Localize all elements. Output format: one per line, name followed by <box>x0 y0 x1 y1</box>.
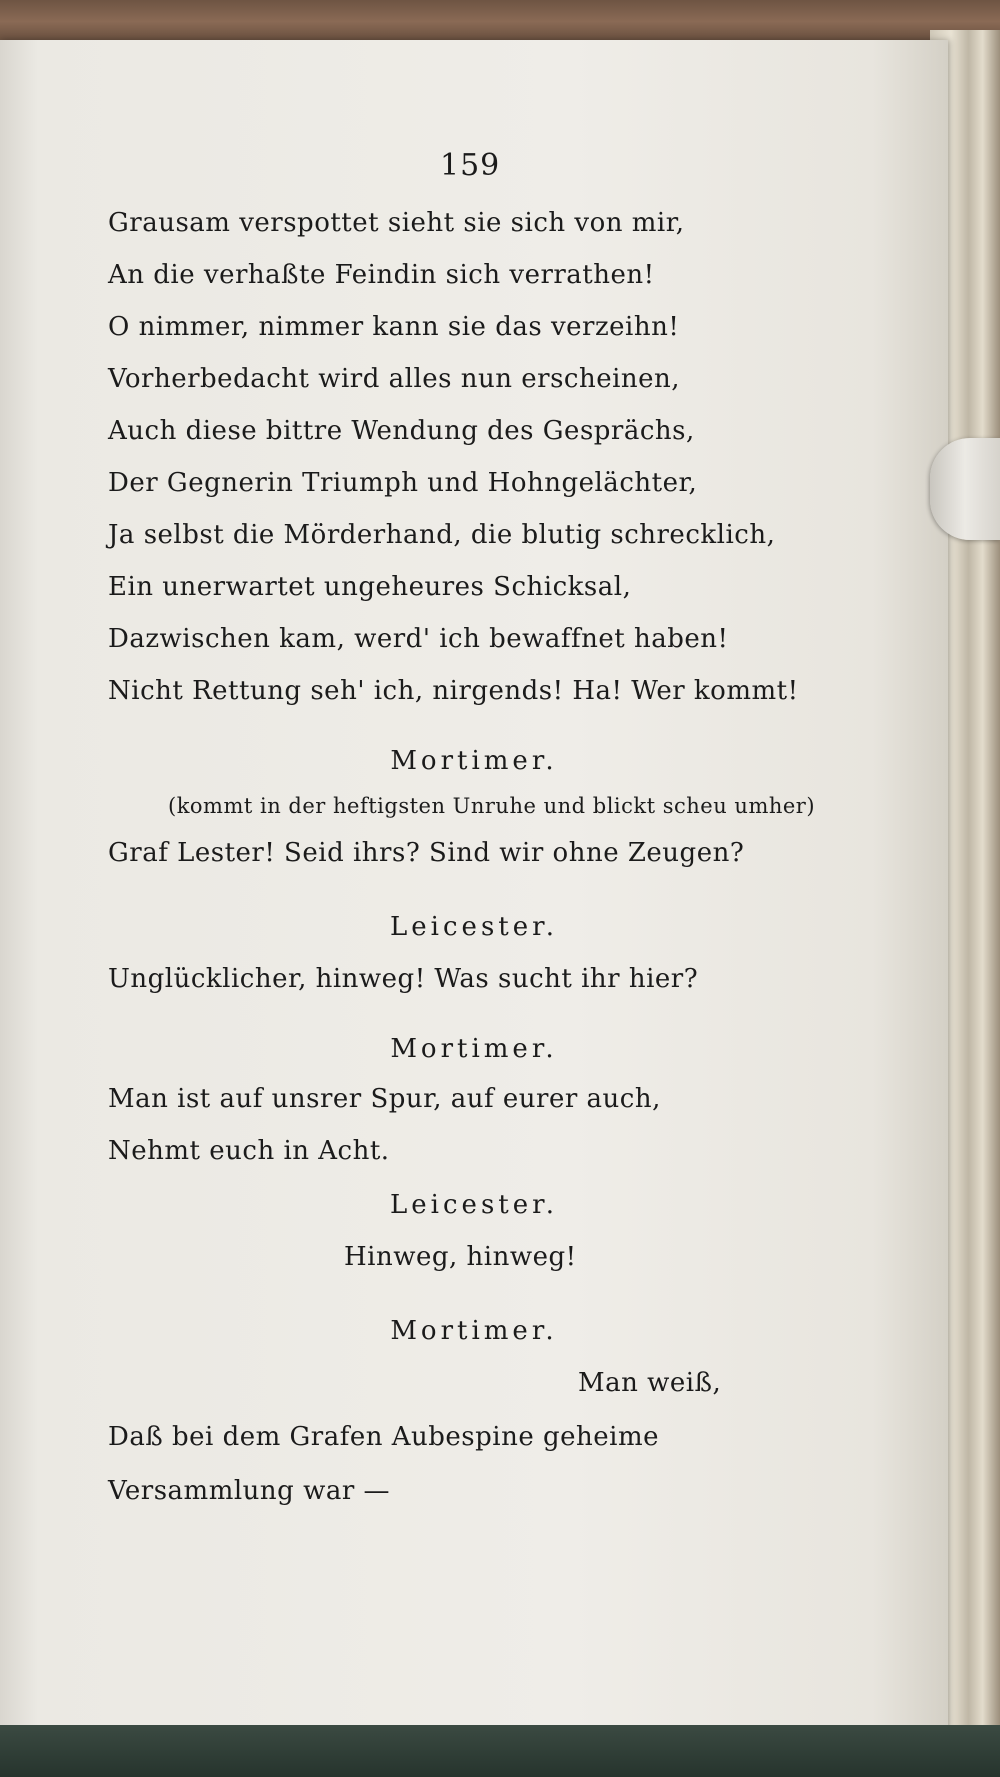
speaker-name: Mortimer. <box>390 1316 558 1346</box>
verse-line: Man ist auf unsrer Spur, auf eurer auch, <box>108 1084 661 1114</box>
stage-direction: (kommt in der heftigsten Unruhe und blickt scheu umher) <box>168 794 816 818</box>
page-number: 159 <box>440 148 501 183</box>
verse-line: Man weiß, <box>578 1368 722 1398</box>
verse-line: Ja selbst die Mörderhand, die blutig schrecklich, <box>108 520 776 550</box>
book-cover-bottom <box>0 1725 1000 1777</box>
verse-line: Ein unerwartet ungeheures Schicksal, <box>108 572 632 602</box>
speaker-name: Leicester. <box>390 912 558 942</box>
verse-line: Nehmt euch in Acht. <box>108 1136 390 1166</box>
verse-line: Grausam verspottet sieht sie sich von mir, <box>108 208 685 238</box>
verse-line: Unglücklicher, hinweg! Was sucht ihr hier? <box>108 964 699 994</box>
verse-line: Hinweg, hinweg! <box>344 1242 577 1272</box>
verse-line: Auch diese bittre Wendung des Gesprächs, <box>108 416 695 446</box>
verse-line: O nimmer, nimmer kann sie das verzeihn! <box>108 312 680 342</box>
verse-line: Vorherbedacht wird alles nun erscheinen, <box>108 364 681 394</box>
verse-line: Nicht Rettung seh' ich, nirgends! Ha! Wer kommt! <box>108 676 799 706</box>
verse-line: Der Gegnerin Triumph und Hohngelächter, <box>108 468 698 498</box>
verse-line: Graf Lester! Seid ihrs? Sind wir ohne Zeugen? <box>108 838 745 868</box>
speaker-name: Mortimer. <box>390 1034 558 1064</box>
speaker-name: Mortimer. <box>390 746 558 776</box>
verse-line: An die verhaßte Feindin sich verrathen! <box>108 260 655 290</box>
verse-line: Dazwischen kam, werd' ich bewaffnet haben! <box>108 624 729 654</box>
speaker-name: Leicester. <box>390 1190 558 1220</box>
verse-line: Versammlung war — <box>108 1476 391 1506</box>
verse-line: Daß bei dem Grafen Aubespine geheime <box>108 1422 660 1452</box>
